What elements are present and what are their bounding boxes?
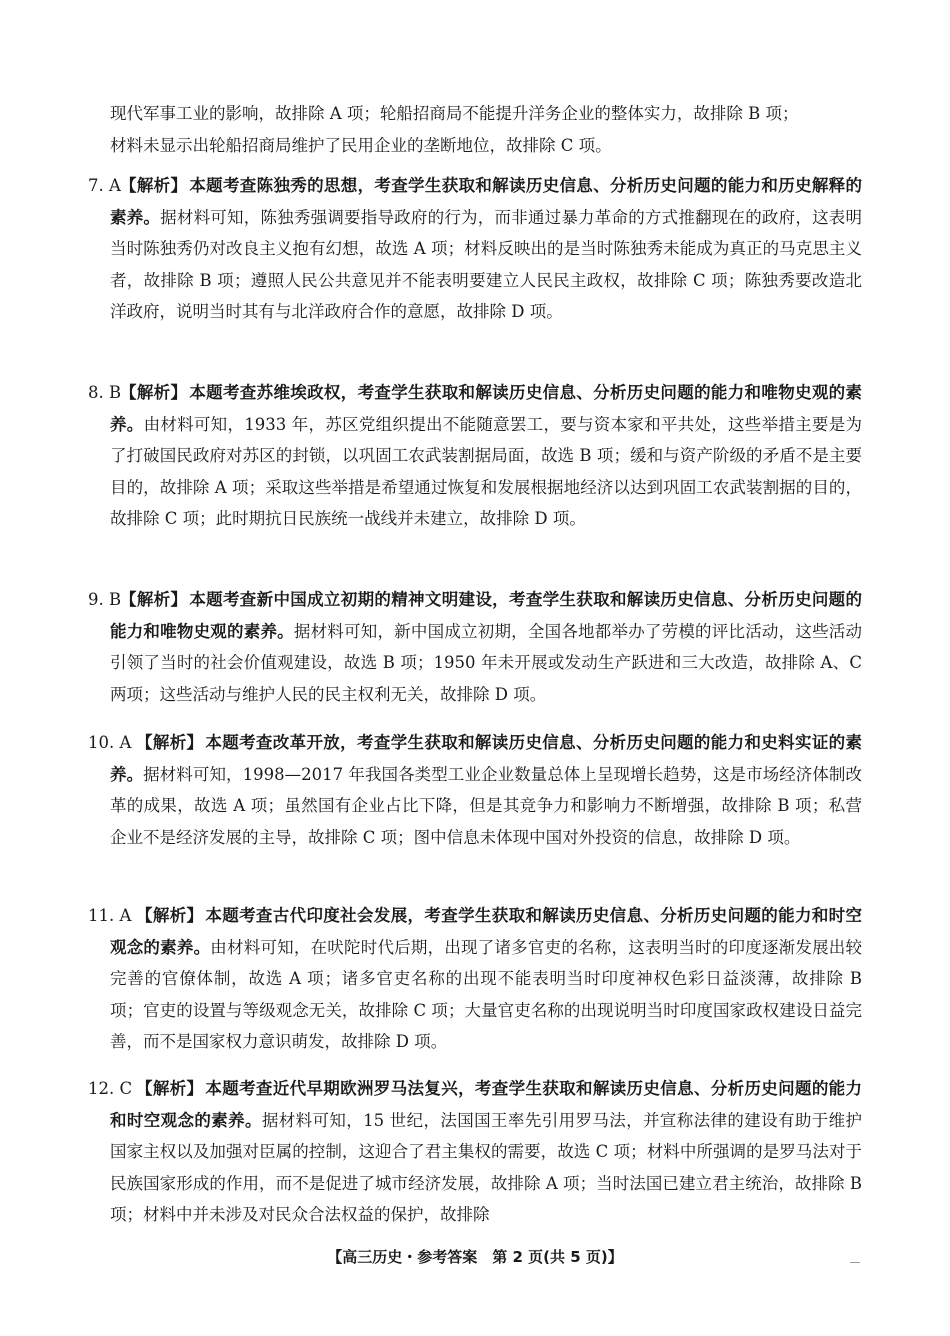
footer-mark xyxy=(850,1262,860,1263)
answer-item-11 xyxy=(88,900,862,1058)
analysis-text: 据材料可知，陈独秀强调要指导政府的行为，而非通过暴力革命的方式推翻现在的政府，这表明当时陈独秀仍对改良主义抱有幻想，故选 A 项；材料反映出的是当时陈独秀未能成为真正的马克思主义者，故排除 B 项；遵照人民公共意见并不能表明要建立人民民主政权，故排除 C 项；陈独秀要改造北洋政府，说明当时其有与北洋政府合作的意愿，故排除 D 项。 xyxy=(110,207,863,321)
answer-number: 11. A xyxy=(88,906,132,925)
analysis-tag: 【解析】 xyxy=(120,383,188,402)
answer-item-10 xyxy=(88,727,862,853)
answer-item-7 xyxy=(88,170,862,328)
analysis-lead: 本题考查古代印度社会发展，考查学生获取和解读历史信息、分析历史问题的能力和时空观念的素养。 xyxy=(110,906,863,957)
answer-item-9 xyxy=(88,584,862,710)
answer-number: 9. B xyxy=(88,590,122,609)
answer-item-12 xyxy=(88,1073,862,1231)
analysis-lead: 本题考查改革开放，考查学生获取和解读历史信息、分析历史问题的能力和史料实证的素养。 xyxy=(110,733,863,784)
answer-number: 12. C xyxy=(88,1079,133,1098)
analysis-tag: 【解析】 xyxy=(120,176,188,195)
answer-item-8 xyxy=(88,377,862,535)
analysis-lead: 本题考查陈独秀的思想，考查学生获取和解读历史信息、分析历史问题的能力和历史解释的素养。 xyxy=(110,176,863,227)
analysis-tag: 【解析】 xyxy=(136,906,204,925)
analysis-tag: 【解析】 xyxy=(136,1079,204,1098)
answer-number: 7. A xyxy=(88,176,121,195)
analysis-lead: 本题考查近代早期欧洲罗马法复兴，考查学生获取和解读历史信息、分析历史问题的能力和时空观念的素养。 xyxy=(110,1079,863,1130)
intro-line-1: 现代军事工业的影响，故排除 A 项；轮船招商局不能提升洋务企业的整体实力，故排除 B 项； xyxy=(110,104,799,123)
analysis-text: 据材料可知，新中国成立初期，全国各地都举办了劳模的评比活动，这些活动引领了当时的社会价值观建设，故选 B 项；1950 年未开展或发动生产跃进和三大改造，故排除 A、C 两项；这些活动与维护人民的民主权利无关，故排除 D 项。 xyxy=(110,621,863,704)
analysis-text: 由材料可知，1933 年，苏区党组织提出不能随意罢工，要与资本家和平共处，这些举措主要是为了打破国民政府对苏区的封锁，以巩固工农武装割据局面，故选 B 项；缓和与资产阶级的矛盾不是主要目的，故排除 A 项；采取这些举措是希望通过恢复和发展根据地经济以达到巩固工农武装割据的目的，故排除 C 项；此时期抗日民族统一战线并未建立，故排除 D 项。 xyxy=(110,414,862,528)
analysis-tag: 【解析】 xyxy=(120,590,188,609)
intro-line-2: 材料未显示出轮船招商局维护了民用企业的垄断地位，故排除 C 项。 xyxy=(110,135,612,155)
analysis-text: 由材料可知，在吠陀时代后期，出现了诸多官吏的名称，这表明当时的印度逐渐发展出较完善的官僚体制，故选 A 项；诸多官吏名称的出现不能表明当时印度神权色彩日益淡薄，故排除 B 项；官吏的设置与等级观念无关，故排除 C 项；大量官吏名称的出现说明当时印度国家政权建设日益完善，而不是国家权力意识萌发，故排除 D 项。 xyxy=(110,937,863,1051)
continued-text xyxy=(110,98,862,161)
analysis-text: 据材料可知，15 世纪，法国国王率先引用罗马法，并宣称法律的建设有助于维护国家主权以及加强对臣属的控制，这迎合了君主集权的需要，故选 C 项；材料中所强调的是罗马法对于民族国家形成的作用，而不是促进了城市经济发展，故排除 A 项；当时法国已建立君主统治，故排除 B 项；材料中并未涉及对民众合法权益的保护，故排除 xyxy=(110,1110,862,1224)
answer-number: 10. A xyxy=(88,733,132,752)
analysis-lead: 本题考查苏维埃政权，考查学生获取和解读历史信息、分析历史问题的能力和唯物史观的素养。 xyxy=(110,383,863,434)
analysis-text: 据材料可知，1998—2017 年我国各类型工业企业数量总体上呈现增长趋势，这是市场经济体制改革的成果，故选 A 项；虽然国有企业占比下降，但是其竞争力和影响力不断增强，故排除 B 项；私营企业不是经济发展的主导，故排除 C 项；图中信息未体现中国对外投资的信息，故排除 D 项。 xyxy=(110,764,863,847)
page-footer: 【高三历史・参考答案 第 2 页(共 5 页)】 xyxy=(327,1248,623,1266)
answer-number: 8. B xyxy=(88,383,122,402)
analysis-lead: 本题考查新中国成立初期的精神文明建设，考查学生获取和解读历史信息、分析历史问题的能力和唯物史观的素养。 xyxy=(110,590,863,641)
analysis-tag: 【解析】 xyxy=(136,733,204,752)
